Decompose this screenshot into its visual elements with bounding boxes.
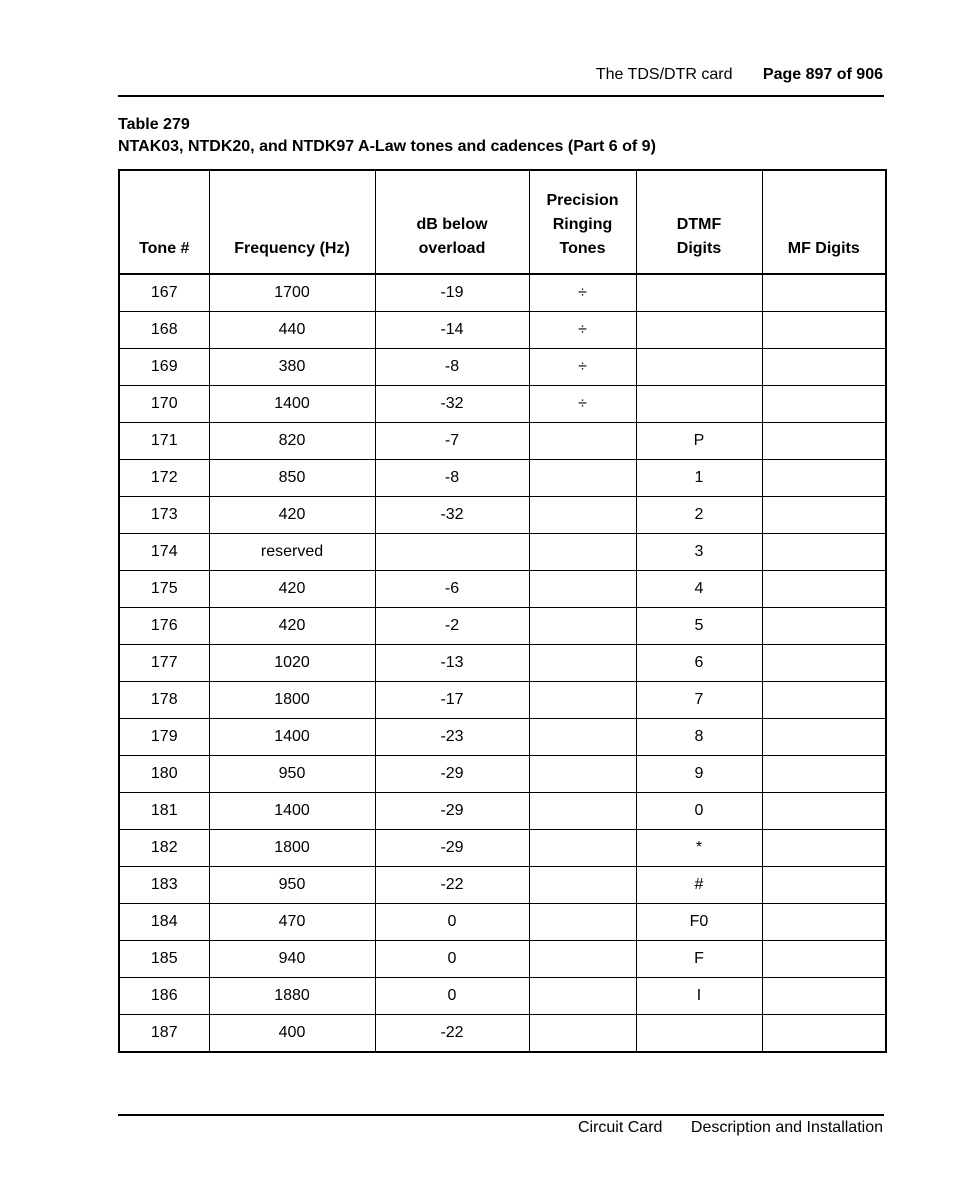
table-row xyxy=(119,571,886,608)
cell-frequency: 1800 xyxy=(209,682,375,719)
cell-mf-digits xyxy=(762,793,886,830)
cell-mf-digits xyxy=(762,867,886,904)
table-header xyxy=(119,170,886,274)
cell-precision-ringing-tones xyxy=(529,608,636,645)
cell-dtmf-digits xyxy=(636,312,762,349)
cell-precision-ringing-tones xyxy=(529,645,636,682)
table-row xyxy=(119,867,886,904)
cell-frequency: 1700 xyxy=(209,274,375,312)
column-header-precision-ringing-tones xyxy=(529,170,636,274)
cell-frequency: 400 xyxy=(209,1015,375,1053)
cell-frequency: reserved xyxy=(209,534,375,571)
table-row xyxy=(119,978,886,1015)
cell-tone-number: 176 xyxy=(119,608,209,645)
cell-tone-number: 187 xyxy=(119,1015,209,1053)
cell-frequency: 950 xyxy=(209,756,375,793)
cell-tone-number: 179 xyxy=(119,719,209,756)
cell-mf-digits xyxy=(762,645,886,682)
cell-frequency: 1400 xyxy=(209,719,375,756)
table-caption xyxy=(118,114,656,158)
table-row xyxy=(119,423,886,460)
cell-mf-digits xyxy=(762,274,886,312)
cell-frequency: 420 xyxy=(209,608,375,645)
cell-dtmf-digits xyxy=(636,1015,762,1053)
cell-frequency: 940 xyxy=(209,941,375,978)
cell-frequency: 1400 xyxy=(209,793,375,830)
cell-dtmf-digits: F0 xyxy=(636,904,762,941)
cell-tone-number: 171 xyxy=(119,423,209,460)
cell-dtmf-digits: F xyxy=(636,941,762,978)
cell-tone-number: 183 xyxy=(119,867,209,904)
cell-dtmf-digits: I xyxy=(636,978,762,1015)
cell-db-below-overload: -14 xyxy=(375,312,529,349)
cell-mf-digits xyxy=(762,756,886,793)
cell-dtmf-digits: 0 xyxy=(636,793,762,830)
column-header-line: Tones xyxy=(559,240,606,257)
header-row xyxy=(119,170,886,274)
cell-tone-number: 178 xyxy=(119,682,209,719)
cell-tone-number: 186 xyxy=(119,978,209,1015)
running-header xyxy=(596,66,883,84)
cell-frequency: 1800 xyxy=(209,830,375,867)
cell-mf-digits xyxy=(762,460,886,497)
running-footer xyxy=(578,1119,883,1137)
cell-tone-number: 172 xyxy=(119,460,209,497)
cell-mf-digits xyxy=(762,534,886,571)
cell-dtmf-digits: * xyxy=(636,830,762,867)
cell-dtmf-digits: 4 xyxy=(636,571,762,608)
cell-mf-digits xyxy=(762,571,886,608)
table-row xyxy=(119,645,886,682)
cell-db-below-overload: -19 xyxy=(375,274,529,312)
column-header-line: Precision xyxy=(546,192,619,209)
cell-precision-ringing-tones: ÷ xyxy=(529,274,636,312)
column-header-mf-digits xyxy=(762,170,886,274)
footer-doc-title: Circuit Card xyxy=(577,1119,663,1136)
cell-dtmf-digits xyxy=(636,386,762,423)
cell-dtmf-digits xyxy=(636,274,762,312)
table-row xyxy=(119,460,886,497)
footer-doc-subtitle: Description and Installation xyxy=(690,1119,883,1136)
cell-dtmf-digits: 3 xyxy=(636,534,762,571)
cell-frequency: 440 xyxy=(209,312,375,349)
cell-db-below-overload: 0 xyxy=(375,978,529,1015)
column-header-line: Ringing xyxy=(552,216,613,233)
cell-db-below-overload: 0 xyxy=(375,941,529,978)
cell-tone-number: 184 xyxy=(119,904,209,941)
cell-tone-number: 175 xyxy=(119,571,209,608)
cell-mf-digits xyxy=(762,978,886,1015)
cell-dtmf-digits: 6 xyxy=(636,645,762,682)
table-label: Table 279 xyxy=(118,116,190,133)
table-row xyxy=(119,274,886,312)
cell-tone-number: 177 xyxy=(119,645,209,682)
cell-mf-digits xyxy=(762,497,886,534)
cell-precision-ringing-tones xyxy=(529,830,636,867)
cell-precision-ringing-tones xyxy=(529,756,636,793)
cell-dtmf-digits: # xyxy=(636,867,762,904)
cell-precision-ringing-tones: ÷ xyxy=(529,386,636,423)
table-row xyxy=(119,756,886,793)
table-row xyxy=(119,386,886,423)
table-body xyxy=(119,274,886,1052)
cell-dtmf-digits xyxy=(636,349,762,386)
table-row xyxy=(119,719,886,756)
cell-tone-number: 169 xyxy=(119,349,209,386)
column-header-line: MF Digits xyxy=(787,240,860,257)
table-row xyxy=(119,1015,886,1053)
column-header-line: Frequency (Hz) xyxy=(234,240,350,257)
cell-frequency: 420 xyxy=(209,497,375,534)
footer-rule xyxy=(118,1114,884,1116)
cell-frequency: 470 xyxy=(209,904,375,941)
cell-mf-digits xyxy=(762,1015,886,1053)
cell-precision-ringing-tones xyxy=(529,867,636,904)
cell-mf-digits xyxy=(762,719,886,756)
cell-mf-digits xyxy=(762,941,886,978)
cell-mf-digits xyxy=(762,608,886,645)
cell-tone-number: 180 xyxy=(119,756,209,793)
cell-precision-ringing-tones: ÷ xyxy=(529,349,636,386)
cell-frequency: 380 xyxy=(209,349,375,386)
cell-mf-digits xyxy=(762,830,886,867)
cell-precision-ringing-tones xyxy=(529,904,636,941)
cell-tone-number: 170 xyxy=(119,386,209,423)
cell-mf-digits xyxy=(762,904,886,941)
cell-db-below-overload: -7 xyxy=(375,423,529,460)
table-row xyxy=(119,682,886,719)
cell-precision-ringing-tones xyxy=(529,941,636,978)
cell-tone-number: 173 xyxy=(119,497,209,534)
table-row xyxy=(119,312,886,349)
cell-dtmf-digits: 5 xyxy=(636,608,762,645)
cell-precision-ringing-tones xyxy=(529,497,636,534)
cell-frequency: 950 xyxy=(209,867,375,904)
cell-precision-ringing-tones xyxy=(529,1015,636,1053)
cell-dtmf-digits: 1 xyxy=(636,460,762,497)
table-row xyxy=(119,608,886,645)
cell-precision-ringing-tones: ÷ xyxy=(529,312,636,349)
cell-db-below-overload: -29 xyxy=(375,756,529,793)
cell-precision-ringing-tones xyxy=(529,682,636,719)
cell-dtmf-digits: 2 xyxy=(636,497,762,534)
column-header-line: Digits xyxy=(676,240,722,257)
cell-db-below-overload: -8 xyxy=(375,460,529,497)
cell-frequency: 820 xyxy=(209,423,375,460)
header-rule xyxy=(118,95,884,97)
cell-mf-digits xyxy=(762,682,886,719)
table-row xyxy=(119,941,886,978)
cell-tone-number: 185 xyxy=(119,941,209,978)
table-row xyxy=(119,497,886,534)
cell-mf-digits xyxy=(762,349,886,386)
cell-frequency: 850 xyxy=(209,460,375,497)
page-number: Page 897 of 906 xyxy=(762,66,883,83)
cell-mf-digits xyxy=(762,423,886,460)
cell-tone-number: 182 xyxy=(119,830,209,867)
column-header-dtmf-digits xyxy=(636,170,762,274)
cell-db-below-overload: -29 xyxy=(375,793,529,830)
cell-dtmf-digits: 7 xyxy=(636,682,762,719)
cell-db-below-overload: -29 xyxy=(375,830,529,867)
cell-db-below-overload: -32 xyxy=(375,497,529,534)
cell-dtmf-digits: P xyxy=(636,423,762,460)
cell-precision-ringing-tones xyxy=(529,534,636,571)
cell-db-below-overload: -8 xyxy=(375,349,529,386)
cell-frequency: 1880 xyxy=(209,978,375,1015)
cell-precision-ringing-tones xyxy=(529,719,636,756)
cell-tone-number: 168 xyxy=(119,312,209,349)
cell-db-below-overload: -6 xyxy=(375,571,529,608)
cell-db-below-overload: -13 xyxy=(375,645,529,682)
cell-dtmf-digits: 8 xyxy=(636,719,762,756)
table-row xyxy=(119,793,886,830)
cell-dtmf-digits: 9 xyxy=(636,756,762,793)
cell-mf-digits xyxy=(762,312,886,349)
tones-table xyxy=(118,169,887,1053)
table-row xyxy=(119,349,886,386)
column-header-tone-number xyxy=(119,170,209,274)
column-header-line: dB below xyxy=(416,216,488,233)
cell-db-below-overload: -2 xyxy=(375,608,529,645)
cell-db-below-overload: 0 xyxy=(375,904,529,941)
cell-tone-number: 174 xyxy=(119,534,209,571)
table-row xyxy=(119,830,886,867)
cell-precision-ringing-tones xyxy=(529,793,636,830)
table-row xyxy=(119,904,886,941)
cell-precision-ringing-tones xyxy=(529,978,636,1015)
cell-db-below-overload: -22 xyxy=(375,867,529,904)
cell-db-below-overload: -22 xyxy=(375,1015,529,1053)
column-header-db-below-overload xyxy=(375,170,529,274)
cell-precision-ringing-tones xyxy=(529,423,636,460)
cell-mf-digits xyxy=(762,386,886,423)
cell-db-below-overload: -32 xyxy=(375,386,529,423)
column-header-frequency xyxy=(209,170,375,274)
table-row xyxy=(119,534,886,571)
cell-precision-ringing-tones xyxy=(529,460,636,497)
cell-db-below-overload: -17 xyxy=(375,682,529,719)
column-header-line: DTMF xyxy=(676,216,722,233)
table-title: NTAK03, NTDK20, and NTDK97 A-Law tones and cadences (Part 6 of 9) xyxy=(118,138,656,155)
cell-frequency: 420 xyxy=(209,571,375,608)
cell-tone-number: 167 xyxy=(119,274,209,312)
cell-db-below-overload xyxy=(375,534,529,571)
section-name: The TDS/DTR card xyxy=(595,66,733,83)
cell-frequency: 1020 xyxy=(209,645,375,682)
cell-precision-ringing-tones xyxy=(529,571,636,608)
column-header-line: overload xyxy=(418,240,486,257)
cell-db-below-overload: -23 xyxy=(375,719,529,756)
cell-frequency: 1400 xyxy=(209,386,375,423)
column-header-line: Tone # xyxy=(139,240,190,257)
cell-tone-number: 181 xyxy=(119,793,209,830)
